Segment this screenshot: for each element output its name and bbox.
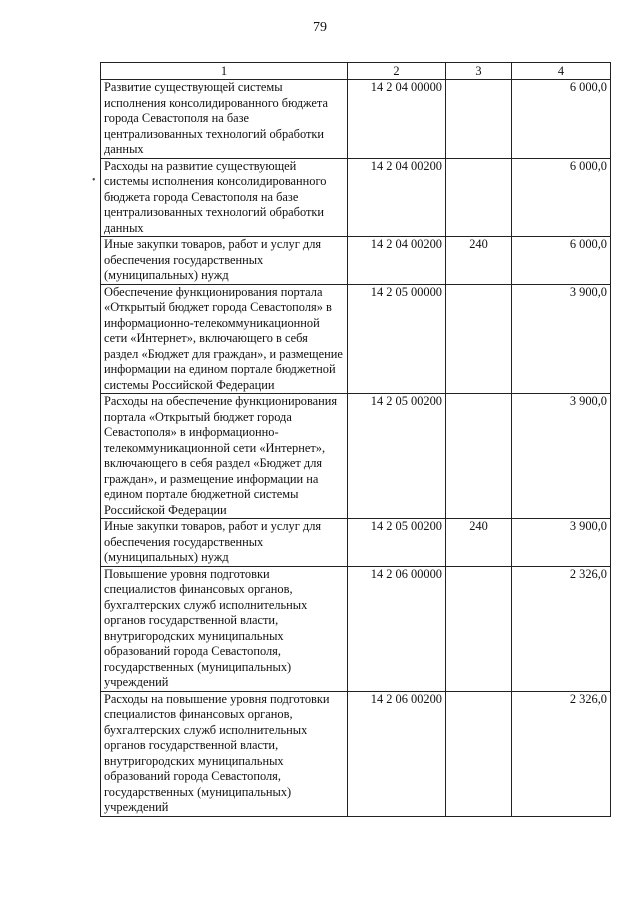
row-amount: 3 900,0 bbox=[512, 394, 611, 519]
row-type bbox=[446, 80, 512, 159]
table-row bbox=[101, 158, 611, 237]
row-code: 14 2 06 00000 bbox=[348, 566, 446, 691]
row-code: 14 2 05 00200 bbox=[348, 394, 446, 519]
row-name: Расходы на обеспечение функционирования портала «Открытый бюджет города Севастополя» в информационно-телекоммуникационной сети «Интернет», включающего в себя раздел «Бюджет для граждан», и размещение информации на едином портале бюджетной системы Российской Федерации bbox=[101, 394, 348, 519]
row-code: 14 2 05 00000 bbox=[348, 284, 446, 394]
row-name: Развитие существующей системы исполнения консолидированного бюджета города Севастополя на базе централизованных технологий обработки данных bbox=[101, 80, 348, 159]
row-type: 240 bbox=[446, 237, 512, 285]
margin-mark: • bbox=[92, 175, 96, 186]
column-header-4: 4 bbox=[512, 63, 611, 80]
column-header-1: 1 bbox=[101, 63, 348, 80]
row-code: 14 2 04 00200 bbox=[348, 237, 446, 285]
row-code: 14 2 05 00200 bbox=[348, 519, 446, 567]
row-code: 14 2 04 00000 bbox=[348, 80, 446, 159]
row-name: Иные закупки товаров, работ и услуг для обеспечения государственных (муниципальных) нужд bbox=[101, 237, 348, 285]
table-row bbox=[101, 691, 611, 816]
row-code: 14 2 04 00200 bbox=[348, 158, 446, 237]
table-row bbox=[101, 519, 611, 567]
page-number: 79 bbox=[313, 20, 327, 35]
row-amount: 3 900,0 bbox=[512, 284, 611, 394]
row-type bbox=[446, 394, 512, 519]
budget-table bbox=[100, 62, 611, 817]
row-amount: 2 326,0 bbox=[512, 691, 611, 816]
row-name: Обеспечение функционирования портала «Открытый бюджет города Севастополя» в информационно-телекоммуникационной сети «Интернет», включающего в себя раздел «Бюджет для граждан», и размещение информации на едином портале бюджетной системы Российской Федерации bbox=[101, 284, 348, 394]
row-type bbox=[446, 284, 512, 394]
table-row bbox=[101, 566, 611, 691]
row-type bbox=[446, 158, 512, 237]
row-code: 14 2 06 00200 bbox=[348, 691, 446, 816]
row-name: Повышение уровня подготовки специалистов финансовых органов, бухгалтерских служб исполнительных органов государственной власти, внутригородских муниципальных образований города Севастополя, государственных (муниципальных) учреждений bbox=[101, 566, 348, 691]
table-row bbox=[101, 80, 611, 159]
row-amount: 6 000,0 bbox=[512, 158, 611, 237]
row-amount: 6 000,0 bbox=[512, 80, 611, 159]
column-header-2: 2 bbox=[348, 63, 446, 80]
table-row bbox=[101, 394, 611, 519]
row-type: 240 bbox=[446, 519, 512, 567]
row-name: Расходы на развитие существующей системы исполнения консолидированного бюджета города Севастополя на базе централизованных технологий обработки данных bbox=[101, 158, 348, 237]
row-amount: 6 000,0 bbox=[512, 237, 611, 285]
column-header-3: 3 bbox=[446, 63, 512, 80]
row-name: Иные закупки товаров, работ и услуг для обеспечения государственных (муниципальных) нужд bbox=[101, 519, 348, 567]
table-row bbox=[101, 284, 611, 394]
row-type bbox=[446, 566, 512, 691]
row-amount: 3 900,0 bbox=[512, 519, 611, 567]
table-row bbox=[101, 237, 611, 285]
row-type bbox=[446, 691, 512, 816]
row-amount: 2 326,0 bbox=[512, 566, 611, 691]
table-header-row bbox=[101, 63, 611, 80]
row-name: Расходы на повышение уровня подготовки специалистов финансовых органов, бухгалтерских служб исполнительных органов государственной власти, внутригородских муниципальных образований города Севастополя, государственных (муниципальных) учреждений bbox=[101, 691, 348, 816]
